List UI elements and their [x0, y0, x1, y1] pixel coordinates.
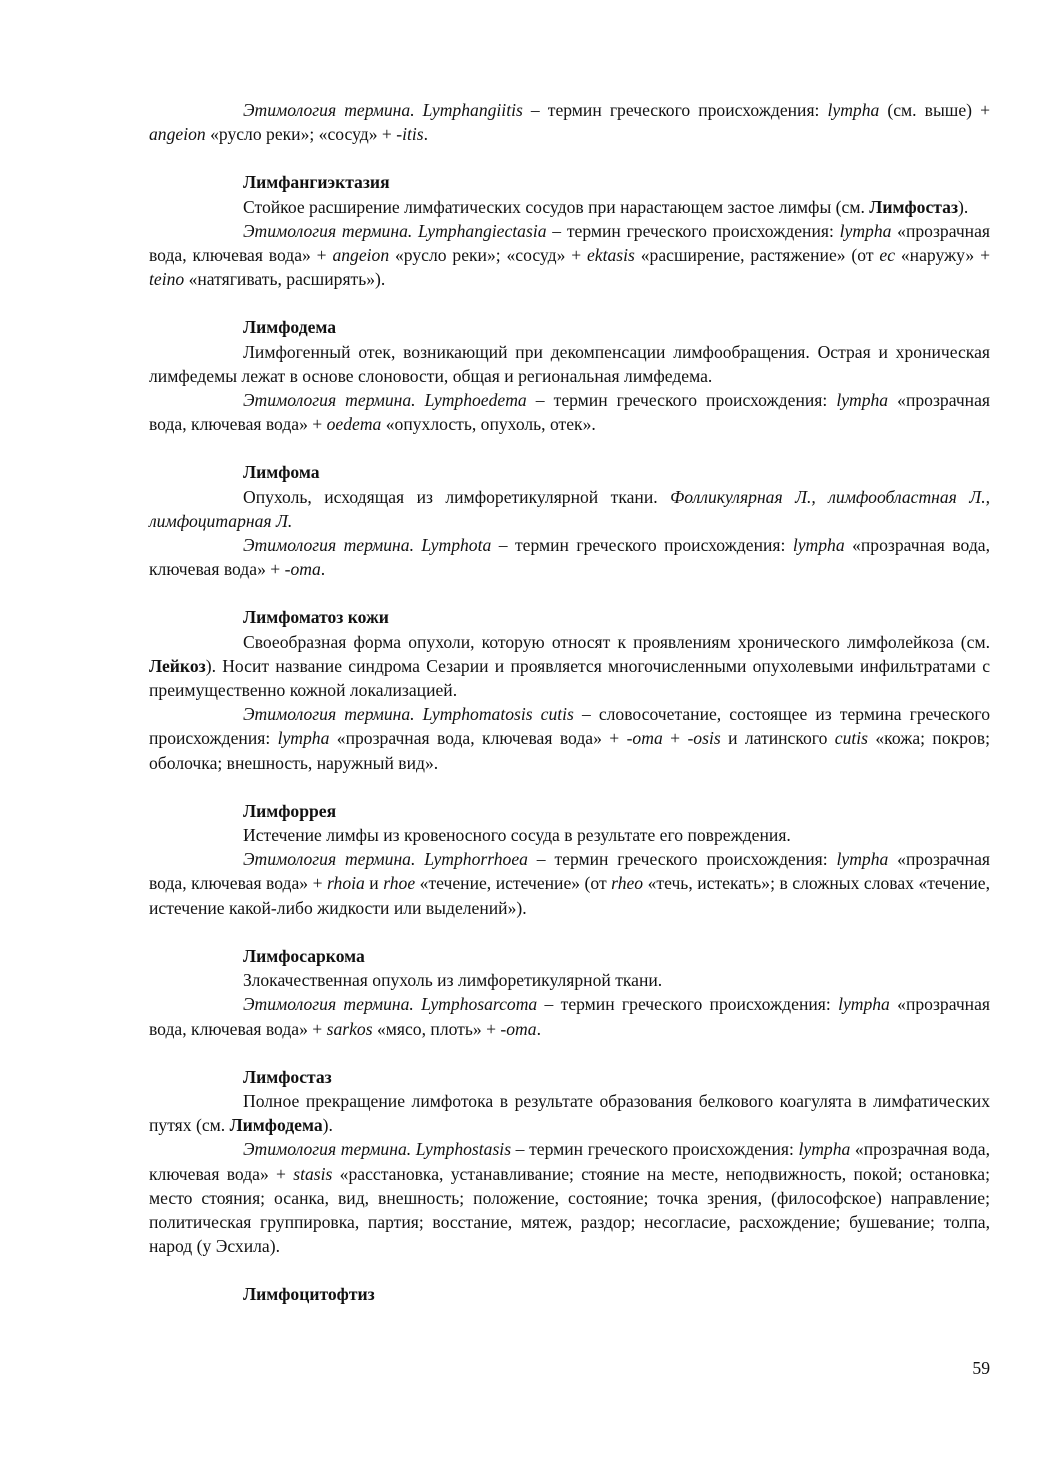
entry-term: Лимфодема [243, 317, 337, 338]
text-run: lympha [836, 390, 889, 411]
dictionary-entry [149, 315, 990, 436]
text-run: -oma [500, 1018, 537, 1039]
text-run: Истечение лимфы из кровеносного сосуда в результате его повреждения. [243, 825, 791, 846]
entry-term: Лимфоцитофтиз [243, 1284, 375, 1305]
dictionary-entry [149, 605, 990, 774]
text-run: – термин греческого происхождения: [511, 1139, 799, 1160]
dictionary-entry [149, 1282, 990, 1306]
text-run: «расстановка, устанавливание; стояние на месте, неподвижность, покой; остановка; место стояния; осанка, вид, внешность; положение, состояние; точка зрения, (философское) направление; политическая группировка, партия; восстание, мятеж, раздор; несогласие, расхождение; бушевание; толпа, народ (у Эсхила). [149, 1163, 990, 1257]
text-run: rhoe [383, 873, 416, 894]
text-run: – термин греческого происхождения: [546, 220, 840, 241]
text-run: Этимология термина. Lymphorrhoea [243, 849, 528, 870]
text-run: – термин греческого происхождения: [527, 849, 837, 870]
text-run: lympha [836, 849, 889, 870]
text-run: Полное прекращение лимфотока в результате образования белкового коагулята в лимфатических путях (см. [149, 1090, 990, 1136]
text-run: lympha [798, 1139, 851, 1160]
dictionary-entry [149, 1065, 990, 1259]
text-run: rhoia [327, 873, 365, 894]
text-run: Этимология термина. Lymphota [243, 535, 492, 556]
entry-etymology [149, 992, 990, 1040]
text-run: Злокачественная опухоль из лимфоретикулярной ткани. [243, 970, 663, 991]
text-run: «натягивать, расширять»). [184, 269, 386, 290]
text-run: Своеобразная форма опухоли, которую относят к проявлениям хронического лимфолейкоза (см. [243, 631, 990, 652]
entry-definition [149, 630, 990, 703]
entry-etymology [149, 702, 990, 775]
entry-etymology [149, 1137, 990, 1258]
text-run: «наружу» + [895, 245, 990, 266]
entry-term: Лимфома [243, 462, 320, 483]
text-run: «прозрачная вода, ключевая вода» + [149, 1139, 991, 1184]
entry-definition [149, 968, 990, 992]
text-run: «русло реки»; «сосуд» + [205, 124, 397, 145]
text-run: ektasis [587, 245, 635, 266]
text-run: (см. выше) + [879, 100, 990, 120]
text-run: – термин греческого происхождения: [491, 535, 793, 556]
text-run: Этимология термина. Lymphomatosis cutis [243, 704, 574, 725]
text-run: и латинского [720, 728, 835, 749]
text-run: -oma [626, 728, 663, 749]
text-run: «расширение, растяжение» (от [634, 245, 880, 266]
entry-term: Лимфоматоз кожи [243, 607, 389, 628]
entry-etymology [149, 533, 990, 581]
text-run: . [423, 124, 429, 145]
text-run: Фолликулярная Л., лимфообластная Л., лимфоцитарная Л. [149, 486, 990, 531]
text-run: lympha [838, 994, 890, 1015]
text-run: «прозрачная вода, ключевая вода» + [149, 220, 990, 266]
text-run: Этимология термина. Lymphangiectasia [243, 220, 547, 241]
text-run: ec [879, 245, 896, 266]
text-run: lympha [839, 220, 892, 241]
text-run: -itis [396, 124, 424, 145]
text-run: – словосочетание, состоящее из термина греческого происхождения: [149, 704, 990, 749]
text-run: «мясо, плоть» + [372, 1018, 501, 1039]
entry-term: Лимфоррея [243, 800, 337, 821]
text-run: Этимология термина. Lymphoedema [243, 390, 527, 411]
entry-term: Лимфангиэктазия [243, 172, 390, 193]
dictionary-entry [149, 98, 990, 146]
text-run: «кожа; покров; оболочка; внешность, наружный вид». [149, 728, 990, 773]
text-run: ). [322, 1115, 333, 1136]
text-run: «опухлость, опухоль, отек». [381, 414, 596, 435]
entry-definition [149, 1089, 990, 1137]
entry-definition [149, 195, 990, 219]
text-run: Лимфодема [229, 1115, 323, 1136]
entry-definition [149, 823, 990, 847]
text-run: Стойкое расширение лимфатических сосудов при нарастающем застое лимфы (см. [243, 196, 870, 217]
entry-definition [149, 340, 990, 388]
dictionary-entry [149, 170, 990, 291]
entry-term: Лимфостаз [243, 1066, 332, 1087]
page-number: 59 [972, 1358, 990, 1378]
text-run: -oma [284, 559, 321, 580]
text-run: angeion [332, 245, 390, 266]
text-run: . [536, 1018, 541, 1039]
entry-definition [149, 485, 990, 533]
document-page [149, 98, 990, 1307]
entry-etymology [149, 219, 990, 292]
text-run: – термин греческого происхождения: [537, 994, 839, 1015]
text-run: oedema [326, 414, 382, 435]
text-run: Этимология термина. Lymphangiitis [243, 100, 523, 120]
entry-etymology [149, 847, 990, 920]
text-run: lympha [792, 535, 845, 556]
entry-term: Лимфосаркома [243, 945, 365, 966]
text-run: «течение, истечение» (от [415, 873, 612, 894]
text-run: sarkos [326, 1018, 373, 1039]
text-run: Опухоль, исходящая из лимфоретикулярной ткани. [243, 486, 671, 507]
text-run: Лимфогенный отек, возникающий при декомпенсации лимфообращения. Острая и хроническая лимфедемы лежат в основе слоновости, общая и региональная лимфедема. [149, 341, 990, 386]
text-run: -osis [687, 728, 721, 749]
text-run: «течь, истекать»; в сложных словах «течение, истечение какой-либо жидкости или выделений»). [149, 873, 990, 918]
text-run: – термин греческого происхождения: [526, 390, 837, 411]
text-run: Лейкоз [149, 655, 206, 676]
text-run: и [364, 873, 384, 894]
text-run: «прозрачная вода, ключевая вода» + [329, 728, 627, 749]
text-run: angeion [149, 124, 206, 145]
dictionary-entry [149, 799, 990, 920]
text-run: cutis [834, 728, 868, 749]
dictionary-entry [149, 460, 990, 581]
text-run: «прозрачная вода, ключевая вода» + [149, 535, 990, 580]
text-run: «русло реки»; «сосуд» + [389, 245, 587, 266]
text-run: – термин греческого происхождения: [522, 100, 828, 120]
text-run: + [662, 728, 688, 749]
dictionary-entry [149, 944, 990, 1041]
text-run: ). [958, 196, 969, 217]
text-run: teino [149, 269, 185, 290]
text-run: lympha [827, 100, 880, 120]
entry-etymology [149, 388, 990, 436]
text-run: lympha [277, 728, 330, 749]
text-run: . [320, 559, 326, 580]
text-run: «прозрачная вода, ключевая вода» + [149, 390, 990, 435]
text-run: Этимология термина. Lymphostasis [243, 1139, 512, 1160]
text-run: «прозрачная вода, ключевая вода» + [149, 849, 990, 894]
text-run: stasis [293, 1163, 333, 1184]
text-run: ). Носит название синдрома Сезарии и проявляется многочисленными опухолевыми инфильтратами с преимущественно кожной локализацией. [149, 655, 990, 701]
text-run: Этимология термина. Lymphosarcoma [243, 994, 538, 1015]
text-run: rheo [611, 873, 644, 894]
text-run: «прозрачная вода, ключевая вода» + [149, 994, 990, 1039]
entry-etymology [149, 98, 990, 146]
text-run: Лимфостаз [869, 196, 959, 217]
